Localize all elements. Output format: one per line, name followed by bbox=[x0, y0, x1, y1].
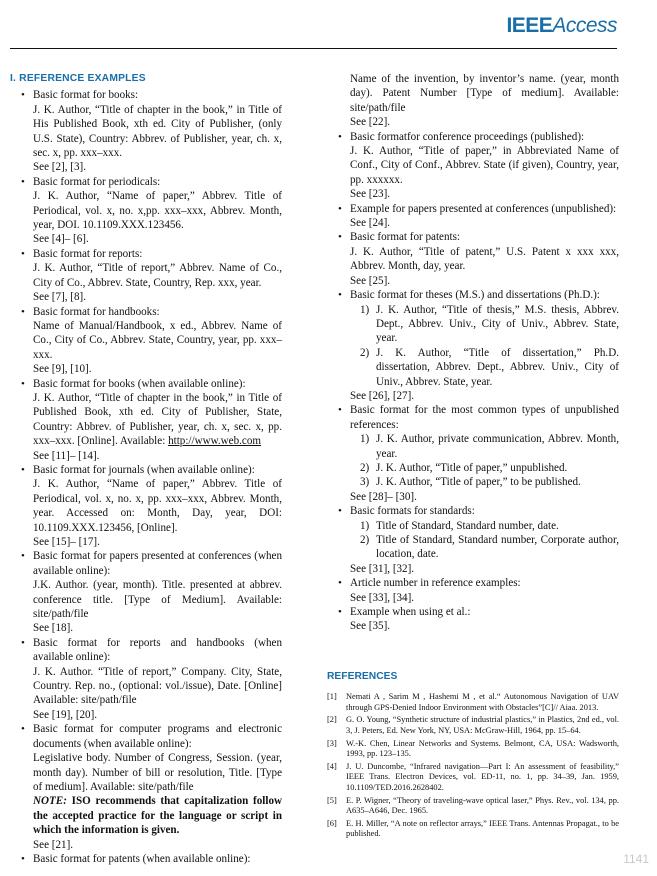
list-item bbox=[327, 72, 619, 130]
note-body: ISO recommends that capitalization follow the accepted practice for the language or script in which the information is given. bbox=[33, 795, 282, 837]
sublist-item bbox=[350, 519, 619, 533]
item-text: J. K. Author, “Name of paper,” Abbrev. Title of Periodical, vol. x, no. x, pp. xxx–xxx, Abbrev. Month, year. Accessed on: Month, Day, year, DOI: 10.1109.XXX.123456, [Online]. bbox=[33, 478, 282, 534]
item-heading: • Basic format for handbooks: bbox=[33, 305, 160, 318]
list-item bbox=[10, 305, 282, 377]
item-heading: • Basic format for papers presented at conferences (when available online): bbox=[33, 550, 282, 577]
item-text: See [35]. bbox=[350, 620, 391, 633]
see-refs: See [26], [27]. bbox=[350, 389, 415, 402]
see-refs: See [31], [32]. bbox=[350, 562, 415, 575]
sublist-text: Title of Standard, Standard number, Corporate author, location, date. bbox=[376, 534, 619, 561]
item-heading: • Basic format for patents: bbox=[350, 231, 460, 244]
left-item-list bbox=[10, 88, 282, 866]
sublist-number: 2) bbox=[360, 346, 370, 359]
list-item bbox=[327, 576, 619, 605]
item-text: See [4]– [6]. bbox=[33, 233, 89, 246]
right-column bbox=[327, 72, 619, 842]
right-item-list bbox=[327, 72, 619, 634]
list-item bbox=[10, 175, 282, 247]
item-text: J. K. Author, “Title of patent,” U.S. Patent x xxx xxx, Abbrev. Month, day, year. bbox=[350, 245, 619, 273]
sublist-number: 1) bbox=[360, 433, 370, 446]
reference-entry bbox=[327, 715, 619, 736]
sublist-text: Title of Standard, Standard number, date. bbox=[376, 519, 559, 532]
item-text: J.K. Author. (year, month). Title. presented at abbrev. conference title. [Type of Medium]. Available: site/path/file bbox=[33, 579, 282, 621]
see-refs: See [28]– [30]. bbox=[350, 490, 417, 503]
numbered-sublist bbox=[350, 519, 619, 562]
reference-number: [6] bbox=[327, 818, 337, 828]
reference-entry bbox=[327, 739, 619, 760]
item-text: See [25]. bbox=[350, 274, 391, 287]
sublist-text: J. K. Author, “Title of paper,” unpublished. bbox=[376, 461, 568, 474]
sublist-item bbox=[350, 346, 619, 389]
item-heading: • Basic formatfor conference proceedings (published): bbox=[350, 130, 585, 143]
list-item bbox=[327, 202, 619, 231]
reference-text: E. P. Wigner, “Theory of traveling-wave optical laser,” Phys. Rev., vol. 134, pp. A635–A646, Dec. 1965. bbox=[346, 795, 619, 816]
item-text: Name of the invention, by inventor’s name. (year, month day). Patent Number [Type of medium]. Available: site/path/file bbox=[350, 73, 619, 114]
reference-text: W.-K. Chen, Linear Networks and Systems. Belmont, CA, USA: Wadsworth, 1993, pp. 123–135. bbox=[346, 738, 619, 759]
item-heading: • Article number in reference examples: bbox=[350, 577, 521, 590]
header-rule bbox=[10, 48, 617, 49]
sublist-item bbox=[350, 432, 619, 461]
sublist-text: J. K. Author, “Title of paper,” to be published. bbox=[376, 476, 581, 489]
item-text: J. K. Author, “Name of paper,” Abbrev. Title of Periodical, vol. x, no. x,pp. xxx–xxx, Abbrev. Month, year, DOI. 10.1109.XXX.123456. bbox=[33, 190, 282, 232]
item-text: See [9], [10]. bbox=[33, 363, 92, 376]
item-heading: • Basic format for journals (when available online): bbox=[33, 463, 255, 476]
item-heading: • Basic format for books (when available online): bbox=[33, 377, 246, 390]
list-item bbox=[10, 636, 282, 722]
reference-number: [4] bbox=[327, 761, 337, 771]
sublist-item bbox=[350, 533, 619, 562]
list-item bbox=[327, 230, 619, 288]
list-item bbox=[10, 247, 282, 305]
list-item bbox=[10, 852, 282, 866]
sublist-item bbox=[350, 475, 619, 489]
watermark: 1141 bbox=[623, 852, 649, 866]
reference-text: J. U. Duncombe, “Infrared navigation—Part I: An assessment of feasibility,” IEEE Trans. Electron Devices, vol. ED-11, no. 1, pp. 34–39, Jan. 1959, 10.1109/TED.2016.2628402. bbox=[346, 761, 619, 792]
references-list bbox=[327, 692, 619, 840]
left-column bbox=[10, 72, 282, 866]
list-item bbox=[10, 377, 282, 463]
note-text bbox=[33, 794, 282, 837]
list-item bbox=[327, 130, 619, 202]
reference-number: [2] bbox=[327, 715, 337, 725]
item-heading: • Basic format for computer programs and electronic documents (when available online): bbox=[33, 723, 282, 750]
list-item bbox=[10, 549, 282, 635]
item-heading: • Basic format for theses (M.S.) and dissertations (Ph.D.): bbox=[350, 289, 600, 302]
reference-text: E. H. Miller, “A note on reflector arrays,” IEEE Trans. Antennas Propagat., to be published. bbox=[346, 818, 619, 839]
sublist-number: 1) bbox=[360, 303, 370, 316]
logo-ieee-text: IEEE bbox=[506, 14, 553, 37]
item-heading: • Basic formats for standards: bbox=[350, 505, 475, 518]
references-title: REFERENCES bbox=[327, 670, 398, 682]
list-item bbox=[327, 504, 619, 576]
logo-access-text: Access bbox=[552, 14, 617, 37]
reference-entry bbox=[327, 796, 619, 817]
item-heading: • Example when using et al.: bbox=[350, 606, 471, 619]
numbered-sublist bbox=[350, 432, 619, 490]
item-text: J. K. Author, “Title of chapter in the book,” in Title of His Published Book, xth ed. City of Publisher, (only U.S. State), Country: Abbrev. of Publisher, year, ch. x, sec. x, pp. xxx–xxx. bbox=[33, 103, 282, 160]
reference-number: [5] bbox=[327, 795, 337, 805]
item-text: J. K. Author, “Title of paper,” in Abbreviated Name of Conf., City of Conf., Abbrev. State (if given), Country, year, pp. xxxxxx. bbox=[350, 145, 619, 186]
item-heading: • Basic format for patents (when available online): bbox=[33, 852, 251, 865]
item-text: See [15]– [17]. bbox=[33, 536, 100, 548]
reference-entry bbox=[327, 819, 619, 840]
reference-number: [1] bbox=[327, 692, 337, 702]
sublist-number: 3) bbox=[360, 476, 370, 489]
item-heading: • Basic format for periodicals: bbox=[33, 175, 161, 188]
url-link[interactable]: http://www.web.com bbox=[168, 435, 262, 448]
item-text: See [11]– [14]. bbox=[33, 449, 100, 462]
item-text: Name of Manual/Handbook, x ed., Abbrev. Name of Co., City of Co., Abbrev. State, Country, year, pp. xxx–xxx. bbox=[33, 319, 282, 361]
list-item bbox=[10, 722, 282, 852]
see-refs: See [21]. bbox=[33, 838, 74, 851]
sublist-number: 1) bbox=[360, 519, 370, 532]
sublist-item bbox=[350, 461, 619, 475]
sublist-number: 2) bbox=[360, 461, 370, 474]
sublist-text: J. K. Author, “Title of dissertation,” Ph.D. dissertation, Abbrev. Dept., Abbrev. Univ., City of Univ., Abbrev. State, year. bbox=[376, 346, 619, 388]
sublist-text: J. K. Author, “Title of thesis,” M.S. thesis, Abbrev. Dept., Abbrev. Univ., City of Univ., Abbrev. State, year. bbox=[376, 303, 619, 345]
reference-number: [3] bbox=[327, 738, 337, 748]
list-item bbox=[10, 88, 282, 174]
item-heading: • Basic format for books: bbox=[33, 89, 139, 102]
sublist-number: 2) bbox=[360, 534, 370, 546]
reference-text: Nemati A , Sarim M , Hashemi M , et al.“ Autonomous Navigation of UAV through GPS-Denied Indoor Environment with Obstacles”[C]// Aiaa. 2013. bbox=[346, 692, 619, 712]
list-item bbox=[327, 288, 619, 403]
item-heading: • Basic format for reports: bbox=[33, 247, 143, 260]
item-text: See [7], [8]. bbox=[33, 291, 86, 304]
item-text: See [24]. bbox=[350, 217, 391, 230]
item-text: See [33], [34]. bbox=[350, 591, 415, 604]
item-text: J. K. Author, “Title of chapter in the book,” in Title of Published Book, xth ed. City of Publisher, State, Country: Abbrev. of Publisher, year, ch. x, sec. x, pp. xxx–xxx. [Online]. Available: http://www.web.com bbox=[33, 391, 282, 448]
item-text: See [22]. bbox=[350, 116, 391, 129]
reference-entry bbox=[327, 692, 619, 713]
reference-text: G. O. Young, “Synthetic structure of industrial plastics,” in Plastics, 2nd ed., vol. 3, J. Peters, Ed. New York, NY, USA: McGraw-Hill, 1964, pp. 15–64. bbox=[346, 715, 619, 736]
item-heading: • Basic format for the most common types of unpublished references: bbox=[350, 404, 619, 431]
item-text: See [2], [3]. bbox=[33, 161, 86, 174]
numbered-sublist bbox=[350, 303, 619, 389]
list-item bbox=[327, 605, 619, 634]
section-title: I. REFERENCE EXAMPLES bbox=[10, 73, 146, 84]
journal-logo bbox=[506, 14, 617, 38]
sublist-text: J. K. Author, private communication, Abbrev. Month, year. bbox=[376, 433, 619, 460]
sublist-item bbox=[350, 303, 619, 346]
item-text: Legislative body. Number of Congress, Session. (year, month day). Number of bill or resolution, Title. [Type of medium]. Available: site/path/file bbox=[33, 752, 282, 793]
item-heading: • Example for papers presented at conferences (unpublished): bbox=[350, 202, 617, 215]
item-text: See [18]. bbox=[33, 622, 74, 635]
list-item bbox=[327, 403, 619, 504]
item-text: See [19], [20]. bbox=[33, 708, 98, 721]
item-text: J. K. Author, “Title of report,” Abbrev. Name of Co., City of Co., Abbrev. State, Country, Rep. xxx, year. bbox=[33, 262, 282, 289]
note-label: NOTE: bbox=[33, 795, 67, 808]
item-heading: • Basic format for reports and handbooks (when available online): bbox=[33, 636, 282, 664]
item-text: See [23]. bbox=[350, 188, 391, 201]
reference-entry bbox=[327, 762, 619, 794]
list-item bbox=[10, 463, 282, 549]
item-text: J. K. Author. “Title of report,” Company. City, State, Country. Rep. no., (optional: vol./issue), Date. [Online] Available: site/path/file bbox=[33, 665, 282, 707]
